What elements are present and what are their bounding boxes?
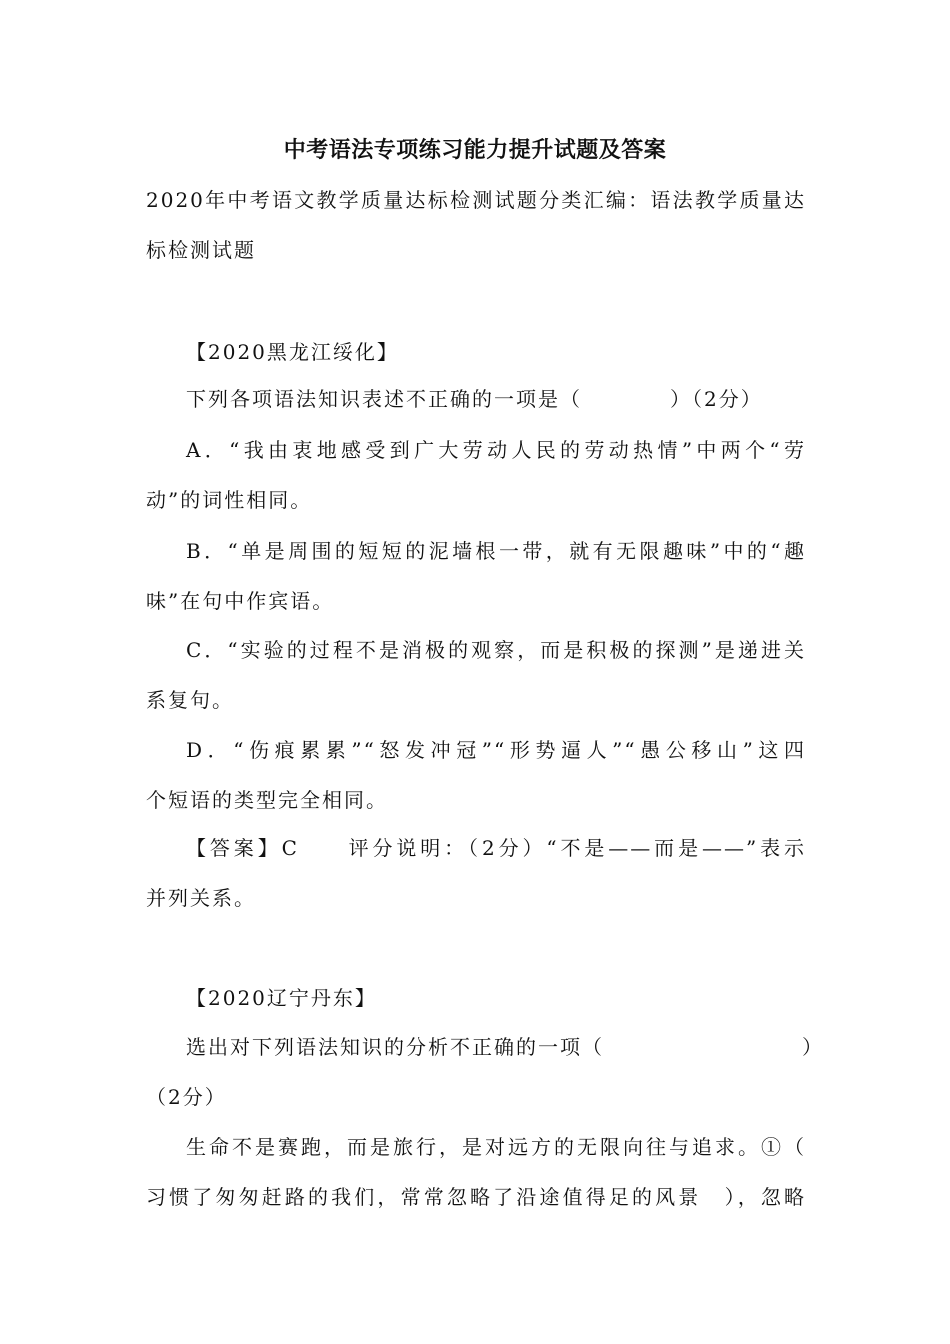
option-c-line-1: C．“实验的过程不是消极的观察，而是积极的探测”是递进关 (186, 638, 806, 662)
answer-line-2: 并列关系。 (146, 886, 256, 910)
section2-question-line-1: 选出对下列语法知识的分析不正确的一项（ ） (186, 1035, 824, 1059)
option-a-line-2: 动”的词性相同。 (146, 488, 313, 512)
option-c-line-2: 系复句。 (146, 688, 234, 712)
option-b-line-2: 味”在句中作宾语。 (146, 589, 335, 613)
section1-heading: 【2020黑龙江绥化】 (186, 340, 399, 364)
option-a-line-1: A．“我由衷地感受到广大劳动人民的劳动热情”中两个“劳 (186, 438, 806, 462)
passage-line-2: 习惯了匆匆赶路的我们，常常忽略了沿途值得足的风景 ），忽略 (146, 1185, 806, 1209)
subtitle-line-2: 标检测试题 (146, 238, 256, 262)
section2-question-line-2: （2分） (146, 1085, 227, 1109)
passage-line-1: 生命不是赛跑，而是旅行，是对远方的无限向往与追求。①（ (186, 1135, 806, 1159)
document-title: 中考语法专项练习能力提升试题及答案 (283, 138, 667, 163)
option-b-line-1: B．“单是周围的短短的泥墙根一带，就有无限趣味”中的“趣 (186, 539, 806, 563)
option-d-line-1: D．“伤痕累累”“怒发冲冠”“形势逼人”“愚公移山”这四 (186, 738, 806, 762)
answer-line-1: 【答案】C 评分说明：（2分）“不是——而是——”表示 (186, 836, 806, 860)
option-d-line-2: 个短语的类型完全相同。 (146, 788, 388, 812)
section2-heading: 【2020辽宁丹东】 (186, 986, 377, 1010)
section1-question: 下列各项语法知识表述不正确的一项是（ ）（2分） (186, 387, 763, 411)
subtitle-line-1: 2020年中考语文教学质量达标检测试题分类汇编：语法教学质量达 (146, 188, 806, 212)
